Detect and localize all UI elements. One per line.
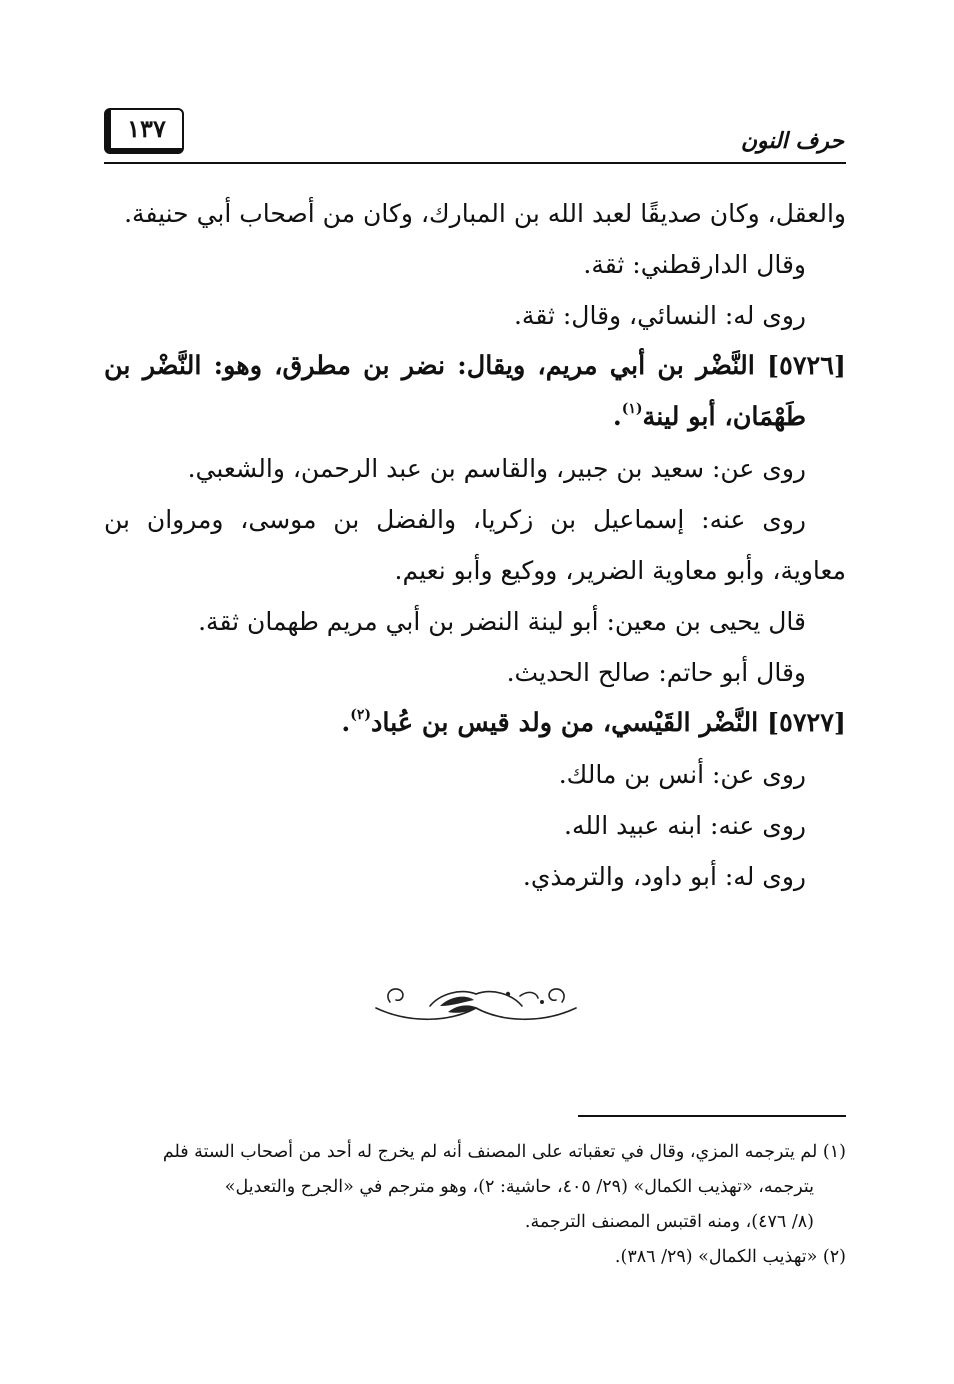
footnote-1-line: يترجمه، «تهذيب الكمال» (٢٩/ ٤٠٥، حاشية: ٢)، وهو مترجم في «الجرح والتعديل» [224,1177,814,1197]
text-line: روى له: النسائي، وقال: ثقة. [513,301,806,330]
page-number: ١٣٧ [104,108,184,154]
main-text [104,188,846,902]
entry-name-text: طَهْمَان، أبو لينة [642,402,806,432]
footnote-separator [578,1115,846,1117]
footnote-ref-1: (١) [621,401,643,417]
entry-heading-5727 [104,698,846,749]
text-line: معاوية، وأبو معاوية الضرير، ووكيع وأبو نعيم. [394,556,846,585]
text-line: روى عن: أنس بن مالك. [558,760,806,789]
footnote-1-line: (١) لم يترجمه المزي، وقال في تعقباته على المصنف أنه لم يخرج له أحد من أصحاب الستة فلم [162,1142,846,1162]
text-line: والعقل، وكان صديقًا لعبد الله بن المبارك، وكان من أصحاب أبي حنيفة. [124,199,846,228]
footnote-ref-2: (٢) [350,707,372,723]
entry-heading-5726-continued [104,392,846,443]
text-line: روى عنه: إسماعيل بن زكريا، والفضل بن موسى، ومروان بن [104,505,806,534]
text-line: روى عن: سعيد بن جبير، والقاسم بن عبد الرحمن، والشعبي. [187,454,806,483]
entry-end-period: . [612,402,622,432]
header-rule [104,162,846,164]
text-line: روى عنه: ابنه عبيد الله. [564,811,806,840]
entry-end-period: . [341,708,351,738]
entry-name-text: [٥٧٢٧] النَّضْر القَيْسي، من ولد قيس بن عُباد [371,708,846,738]
entry-heading-5726: [٥٧٢٦] النَّضْر بن أبي مريم، ويقال: نضر بن مطرق، وهو: النَّضْر بن [104,351,846,381]
floral-divider-icon [370,972,582,1028]
running-head: حرف النون [740,128,844,154]
text-line: قال يحيى بن معين: أبو لينة النضر بن أبي مريم طهمان ثقة. [198,607,806,636]
text-line: وقال الدارقطني: ثقة. [583,250,806,279]
text-line: روى له: أبو داود، والترمذي. [522,862,806,891]
text-line: وقال أبو حاتم: صالح الحديث. [506,658,806,687]
footnote-2-line: (٢) «تهذيب الكمال» (٢٩/ ٣٨٦). [614,1247,846,1267]
footnotes [104,1135,846,1275]
footnote-1-line: (٨/ ٤٧٦)، ومنه اقتبس المصنف الترجمة. [524,1212,814,1232]
